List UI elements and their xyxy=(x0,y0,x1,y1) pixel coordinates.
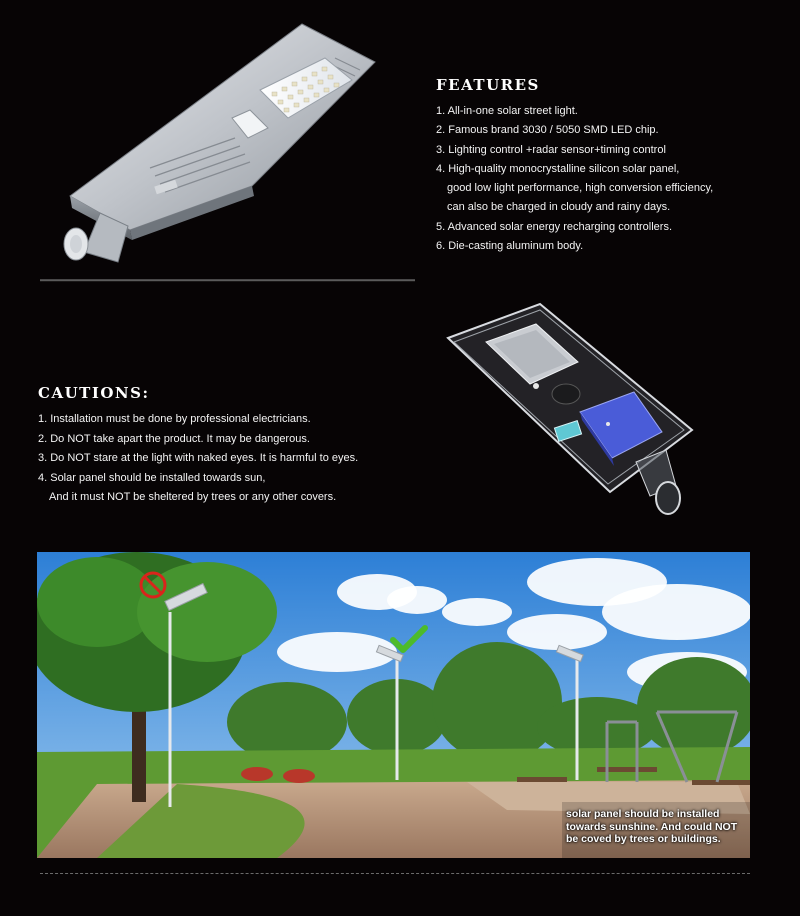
cautions-heading: CAUTIONS: xyxy=(38,384,150,402)
features-item: 4. High-quality monocrystalline silicon solar panel, good low light performance, high conversion efficiency, can also be charged in cloudy and rainy days. xyxy=(436,162,714,214)
scene-caption-line: be coved by trees or buildings. xyxy=(566,833,721,845)
cautions-section xyxy=(38,384,418,508)
scene-caption-line: towards sunshine. And could NOT xyxy=(566,820,738,833)
features-item: 3. Lighting control +radar sensor+timing control xyxy=(436,143,666,156)
cautions-item: 2. Do NOT take apart the product. It may be dangerous. xyxy=(38,432,310,445)
cautions-item: 3. Do NOT stare at the light with naked eyes. It is harmful to eyes. xyxy=(38,452,359,465)
bottom-divider xyxy=(40,873,750,874)
cautions-item: 1. Installation must be done by professional electricians. xyxy=(38,413,311,425)
features-list xyxy=(436,102,786,256)
product-image-street-light xyxy=(40,18,420,286)
features-section xyxy=(436,76,786,256)
scene-caption xyxy=(566,808,746,846)
features-heading: FEATURES xyxy=(436,76,540,94)
cautions-list xyxy=(38,410,418,508)
features-item: 6. Die-casting aluminum body. xyxy=(436,240,584,253)
features-item: 1. All-in-one solar street light. xyxy=(436,105,578,117)
cautions-item: 4. Solar panel should be installed towards sun, And it must NOT be sheltered by trees or any other covers. xyxy=(38,471,337,504)
features-item: 2. Famous brand 3030 / 5050 SMD LED chip. xyxy=(436,124,659,137)
scene-caption-line: solar panel should be installed xyxy=(566,808,720,820)
features-item: 5. Advanced solar energy recharging controllers. xyxy=(436,220,673,233)
product-image-internal-view xyxy=(440,300,702,520)
